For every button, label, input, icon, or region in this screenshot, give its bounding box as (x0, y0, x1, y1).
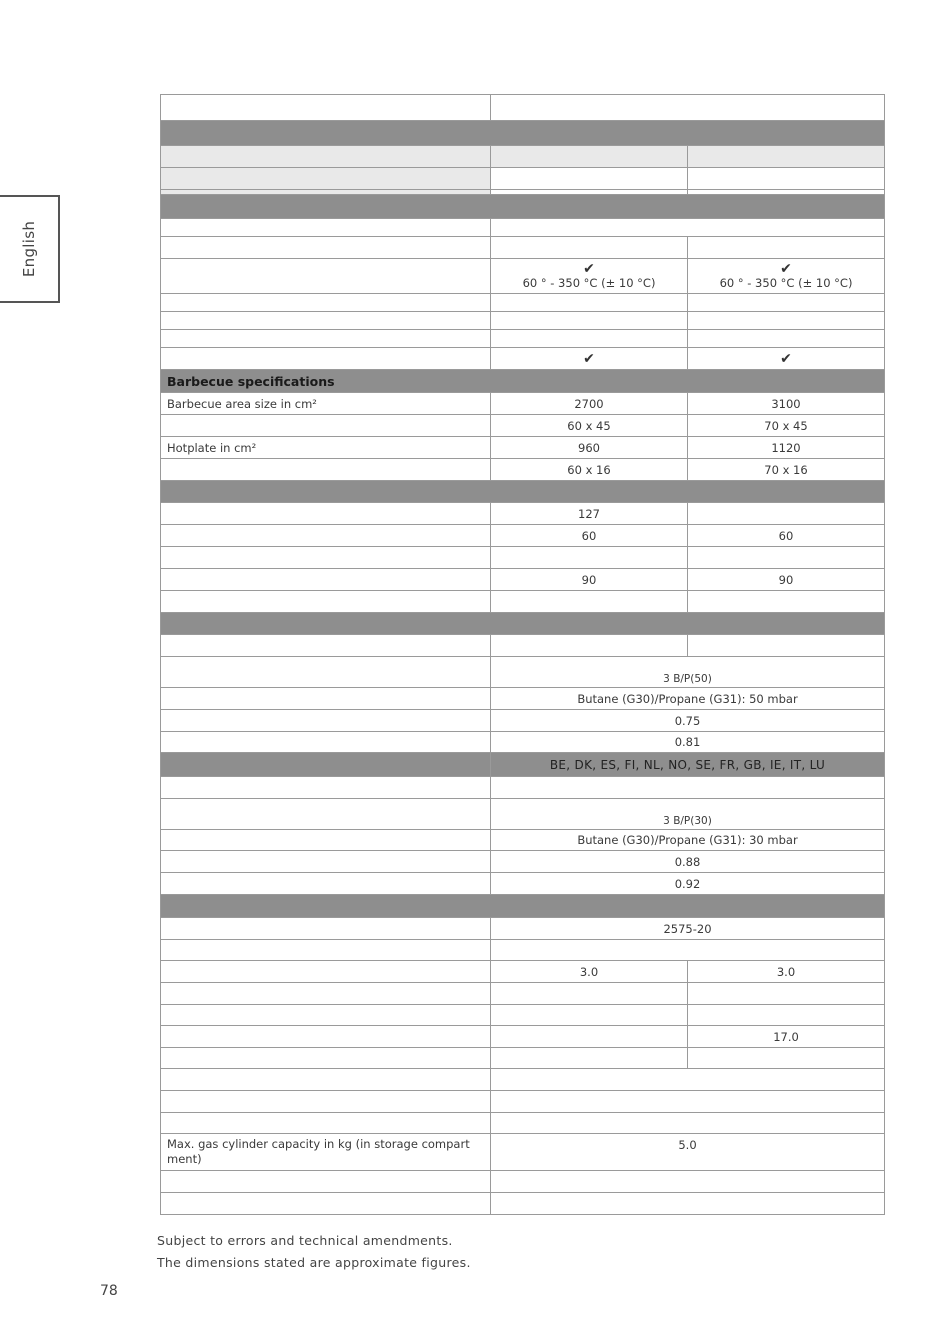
table-row (161, 525, 885, 547)
cell-value: 60 (688, 525, 885, 547)
table-row (161, 777, 885, 799)
check-icon: ✔ (583, 261, 595, 277)
table-row (161, 237, 885, 259)
table-row (161, 873, 885, 895)
table-row (161, 1193, 885, 1215)
table-row (161, 983, 885, 1005)
cell-value: 0.88 (491, 851, 885, 873)
cell-value: 1120 (688, 437, 885, 459)
table-row (161, 1005, 885, 1026)
table-row (161, 547, 885, 569)
table-row (161, 940, 885, 961)
cell-value: 60 x 45 (491, 415, 688, 437)
temperature-range: 60 ° - 350 °C (± 10 °C) (522, 276, 656, 290)
cell-value: 2700 (491, 393, 688, 415)
table-row (161, 830, 885, 851)
cell-value: 0.75 (491, 710, 885, 732)
section-header (161, 613, 885, 635)
footnote-errors: Subject to errors and technical amendments. (157, 1233, 453, 1248)
page-number: 78 (100, 1283, 118, 1299)
section-header (161, 370, 885, 393)
table-row (161, 688, 885, 710)
table-row (161, 259, 885, 294)
table-row (161, 799, 885, 830)
table-row (161, 503, 885, 525)
cell-value: 3.0 (688, 961, 885, 983)
language-tab (0, 195, 60, 303)
row-label-cylinder: Max. gas cylinder capacity in kg (in storage compart ment) (161, 1134, 491, 1171)
table-row (161, 330, 885, 348)
cell-value: 0.92 (491, 873, 885, 895)
section-header (161, 195, 885, 219)
cell-value: 70 x 45 (688, 415, 885, 437)
table-row (161, 591, 885, 613)
check-icon: ✔ (780, 350, 792, 367)
cell-value: 90 (491, 569, 688, 591)
cell-value: 60 x 16 (491, 459, 688, 481)
row-label-area: Barbecue area size in cm² (161, 393, 491, 415)
section-header (161, 481, 885, 503)
table-row (161, 146, 885, 168)
table-row (161, 312, 885, 330)
gas-category-30: 3 B/P(30) (491, 799, 885, 830)
table-row (161, 95, 885, 121)
table-row (161, 710, 885, 732)
cell-value: 0.81 (491, 732, 885, 753)
cell-value: 90 (688, 569, 885, 591)
table-row (161, 415, 885, 437)
country-list: BE, DK, ES, FI, NL, NO, SE, FR, GB, IE, IT, LU (491, 753, 885, 777)
table-row (161, 1026, 885, 1048)
gas-category-50: 3 B/P(50) (491, 657, 885, 688)
cell-value: 3100 (688, 393, 885, 415)
section-header (161, 753, 885, 777)
specifications-table (160, 94, 885, 1215)
table-row (161, 168, 885, 190)
table-row (161, 1113, 885, 1134)
cell-value: 960 (491, 437, 688, 459)
table-row (161, 569, 885, 591)
section-header (161, 895, 885, 918)
table-row (161, 851, 885, 873)
cell-value: 60 (491, 525, 688, 547)
table-row (161, 635, 885, 657)
table-row (161, 437, 885, 459)
table-row (161, 918, 885, 940)
cell-value: 127 (491, 503, 688, 525)
cell-value: 3.0 (491, 961, 688, 983)
table-row (161, 732, 885, 753)
table-row (161, 393, 885, 415)
table-row (161, 294, 885, 312)
table-row (161, 459, 885, 481)
gas-type-30: Butane (G30)/Propane (G31): 30 mbar (491, 830, 885, 851)
table-row (161, 219, 885, 237)
model-code: 2575-20 (491, 918, 885, 940)
section-title-barbecue-specs: Barbecue specifications (161, 370, 885, 393)
table-row (161, 1091, 885, 1113)
table-row (161, 961, 885, 983)
table-row (161, 1171, 885, 1193)
row-label-hotplate: Hotplate in cm² (161, 437, 491, 459)
section-header (161, 121, 885, 146)
table-row (161, 1048, 885, 1069)
cell-value: 17.0 (688, 1026, 885, 1048)
footnote-dimensions: The dimensions stated are approximate figures. (157, 1255, 471, 1270)
table-row (161, 348, 885, 370)
table-row (161, 1069, 885, 1091)
cell-value: 70 x 16 (688, 459, 885, 481)
table-row (161, 1134, 885, 1171)
temperature-range: 60 ° - 350 °C (± 10 °C) (719, 276, 853, 290)
language-tab-label: English (20, 220, 38, 278)
gas-type-50: Butane (G30)/Propane (G31): 50 mbar (491, 688, 885, 710)
check-icon: ✔ (583, 350, 595, 367)
cell-value: 5.0 (491, 1134, 885, 1171)
table-row (161, 657, 885, 688)
check-icon: ✔ (780, 261, 792, 277)
